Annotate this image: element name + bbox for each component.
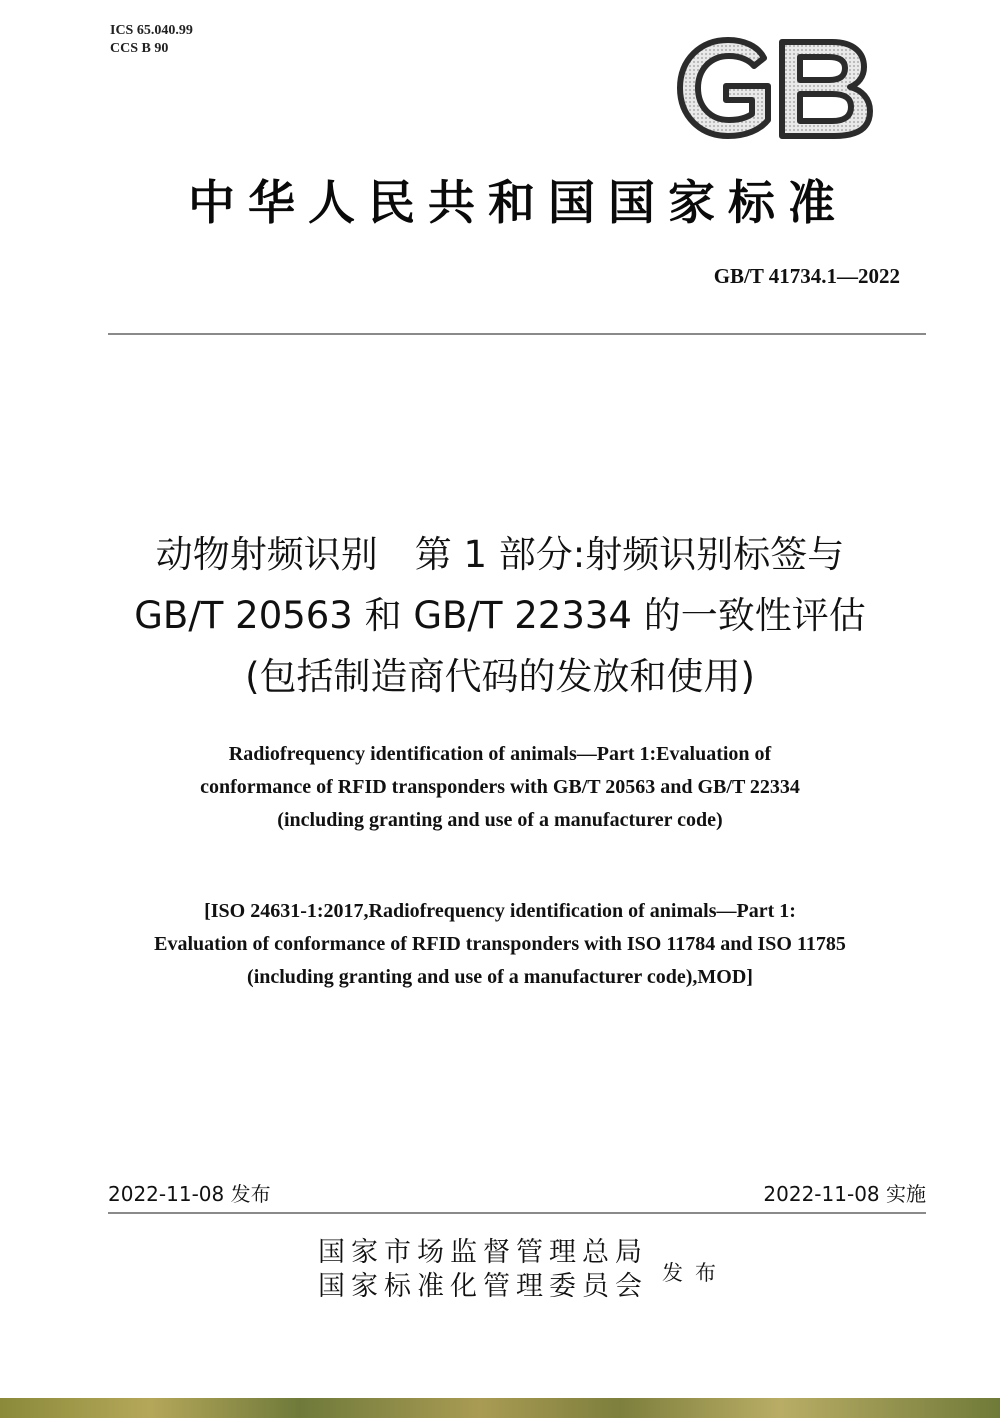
issuer-sac: 国家标准化管理委员会 — [318, 1271, 648, 1302]
chinese-title-line-3: (包括制造商代码的发放和使用) — [245, 655, 755, 698]
iso-reference-line-1: [ISO 24631-1:2017,Radiofrequency identification of animals—Part 1: — [204, 900, 796, 922]
bottom-divider — [108, 1212, 926, 1214]
chinese-title-line-1: 动物射频识别 第 1 部分:射频识别标签与 — [155, 533, 845, 576]
national-standard-title: 中华人民共和国国家标准 — [188, 176, 848, 231]
ics-code: ICS 65.040.99 — [110, 23, 193, 38]
issue-date: 2022-11-08 发布 — [108, 1182, 271, 1206]
english-title-line-3: (including granting and use of a manufacturer code) — [277, 809, 723, 831]
issuing-authorities — [318, 1236, 648, 1304]
iso-reference-line-3: (including granting and use of a manufacturer code),MOD] — [247, 966, 753, 988]
classification-codes — [110, 22, 193, 58]
ccs-code: CCS B 90 — [110, 41, 169, 56]
english-title — [60, 738, 940, 837]
issuer-samr: 国家市场监督管理总局 — [318, 1237, 648, 1268]
publish-label: 发布 — [662, 1261, 728, 1285]
english-title-line-2: conformance of RFID transponders with GB/T 20563 and GB/T 22334 — [200, 776, 800, 798]
gb-logo — [672, 36, 874, 140]
top-divider — [108, 333, 926, 335]
english-title-line-1: Radiofrequency identification of animals—Part 1:Evaluation of — [228, 743, 772, 765]
bottom-photo-edge — [0, 1398, 1000, 1418]
standard-number: GB/T 41734.1—2022 — [713, 264, 900, 288]
iso-reference-line-2: Evaluation of conformance of RFID transponders with ISO 11784 and ISO 11785 — [154, 933, 846, 955]
implementation-date: 2022-11-08 实施 — [763, 1182, 926, 1206]
iso-reference — [60, 895, 940, 994]
chinese-title — [60, 524, 940, 707]
chinese-title-line-2: GB/T 20563 和 GB/T 22334 的一致性评估 — [134, 594, 866, 637]
